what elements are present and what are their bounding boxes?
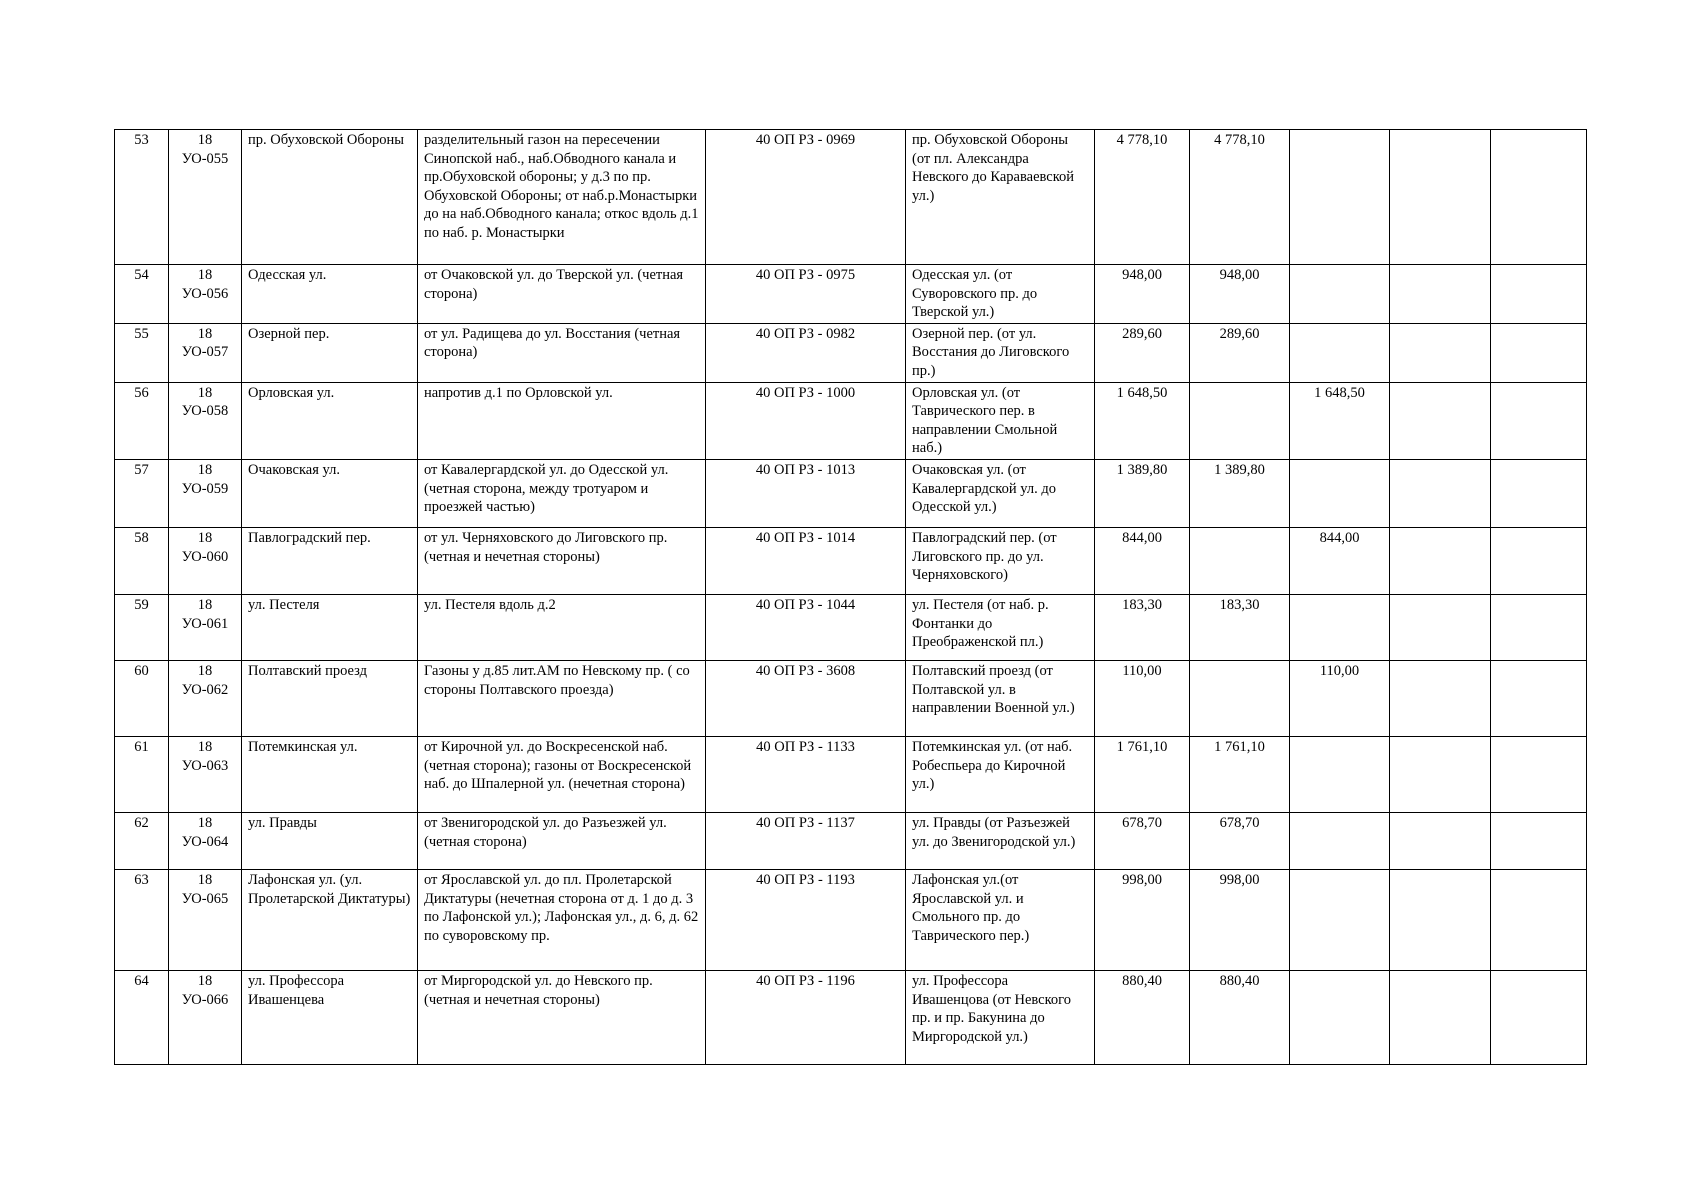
area-b xyxy=(1290,812,1390,869)
row-number: 60 xyxy=(115,660,169,736)
road-name: Очаковская ул. (от Кавалергардской ул. до Одесской ул.) xyxy=(906,459,1095,527)
data-table xyxy=(114,129,1587,1065)
road-id: 40 ОП РЗ - 1133 xyxy=(706,736,906,812)
row-number: 55 xyxy=(115,323,169,382)
area-d xyxy=(1491,812,1587,869)
area-a: 289,60 xyxy=(1190,323,1290,382)
object-code: 18 УО-055 xyxy=(169,130,242,265)
area-c xyxy=(1390,527,1491,594)
object-code: 18 УО-063 xyxy=(169,736,242,812)
area-c xyxy=(1390,130,1491,265)
street-name: Одесская ул. xyxy=(242,265,418,324)
area-d xyxy=(1491,265,1587,324)
area-d xyxy=(1491,130,1587,265)
area-a: 1 761,10 xyxy=(1190,736,1290,812)
road-name: Лафонская ул.(от Ярославской ул. и Смольного пр. до Таврического пер.) xyxy=(906,869,1095,970)
area-total: 678,70 xyxy=(1095,812,1190,869)
area-b xyxy=(1290,594,1390,660)
object-code: 18 УО-066 xyxy=(169,970,242,1064)
area-a: 880,40 xyxy=(1190,970,1290,1064)
road-id: 40 ОП РЗ - 1000 xyxy=(706,382,906,459)
area-c xyxy=(1390,459,1491,527)
area-b xyxy=(1290,130,1390,265)
area-a: 1 389,80 xyxy=(1190,459,1290,527)
area-d xyxy=(1491,869,1587,970)
road-id: 40 ОП РЗ - 1137 xyxy=(706,812,906,869)
road-id: 40 ОП РЗ - 1013 xyxy=(706,459,906,527)
area-a: 998,00 xyxy=(1190,869,1290,970)
area-d xyxy=(1491,970,1587,1064)
area-b xyxy=(1290,459,1390,527)
object-code: 18 УО-056 xyxy=(169,265,242,324)
table-row xyxy=(115,382,1587,459)
street-name: Очаковская ул. xyxy=(242,459,418,527)
row-number: 53 xyxy=(115,130,169,265)
object-code: 18 УО-065 xyxy=(169,869,242,970)
area-b: 110,00 xyxy=(1290,660,1390,736)
object-code: 18 УО-062 xyxy=(169,660,242,736)
table-row xyxy=(115,736,1587,812)
area-total: 948,00 xyxy=(1095,265,1190,324)
area-b xyxy=(1290,323,1390,382)
area-total: 1 761,10 xyxy=(1095,736,1190,812)
area-total: 880,40 xyxy=(1095,970,1190,1064)
road-name: пр. Обуховской Обороны (от пл. Александра Невского до Караваевской ул.) xyxy=(906,130,1095,265)
row-number: 58 xyxy=(115,527,169,594)
row-number: 57 xyxy=(115,459,169,527)
street-name: ул. Пестеля xyxy=(242,594,418,660)
area-a xyxy=(1190,527,1290,594)
object-code: 18 УО-064 xyxy=(169,812,242,869)
road-name: Озерной пер. (от ул. Восстания до Лиговского пр.) xyxy=(906,323,1095,382)
table-row xyxy=(115,265,1587,324)
area-c xyxy=(1390,869,1491,970)
road-id: 40 ОП РЗ - 1196 xyxy=(706,970,906,1064)
road-id: 40 ОП РЗ - 0969 xyxy=(706,130,906,265)
street-name: Потемкинская ул. xyxy=(242,736,418,812)
area-a: 678,70 xyxy=(1190,812,1290,869)
table-row xyxy=(115,323,1587,382)
area-total: 1 389,80 xyxy=(1095,459,1190,527)
row-number: 54 xyxy=(115,265,169,324)
table-row xyxy=(115,527,1587,594)
location-description: ул. Пестеля вдоль д.2 xyxy=(418,594,706,660)
location-description: от Миргородской ул. до Невского пр. (четная и нечетная стороны) xyxy=(418,970,706,1064)
area-c xyxy=(1390,812,1491,869)
road-name: ул. Пестеля (от наб. р. Фонтанки до Преображенской пл.) xyxy=(906,594,1095,660)
road-name: Павлоградский пер. (от Лиговского пр. до ул. Черняховского) xyxy=(906,527,1095,594)
location-description: напротив д.1 по Орловской ул. xyxy=(418,382,706,459)
area-a: 948,00 xyxy=(1190,265,1290,324)
road-id: 40 ОП РЗ - 0975 xyxy=(706,265,906,324)
area-d xyxy=(1491,323,1587,382)
area-a xyxy=(1190,382,1290,459)
area-a: 4 778,10 xyxy=(1190,130,1290,265)
table-row xyxy=(115,130,1587,265)
table-row xyxy=(115,594,1587,660)
location-description: от Звенигородской ул. до Разъезжей ул. (четная сторона) xyxy=(418,812,706,869)
area-b xyxy=(1290,265,1390,324)
area-c xyxy=(1390,265,1491,324)
table-row xyxy=(115,869,1587,970)
road-id: 40 ОП РЗ - 0982 xyxy=(706,323,906,382)
table-row xyxy=(115,459,1587,527)
row-number: 56 xyxy=(115,382,169,459)
area-d xyxy=(1491,459,1587,527)
area-c xyxy=(1390,736,1491,812)
row-number: 63 xyxy=(115,869,169,970)
row-number: 64 xyxy=(115,970,169,1064)
area-d xyxy=(1491,660,1587,736)
area-c xyxy=(1390,382,1491,459)
road-name: ул. Профессора Ивашенцова (от Невского пр. и пр. Бакунина до Миргородской ул.) xyxy=(906,970,1095,1064)
area-total: 1 648,50 xyxy=(1095,382,1190,459)
object-code: 18 УО-058 xyxy=(169,382,242,459)
street-name: Лафонская ул. (ул. Пролетарской Диктатуры) xyxy=(242,869,418,970)
location-description: от Ярославской ул. до пл. Пролетарской Диктатуры (нечетная сторона от д. 1 до д. 3 по Лафонской ул.); Лафонская ул., д. 6, д. 62 по суворовскому пр. xyxy=(418,869,706,970)
area-d xyxy=(1491,382,1587,459)
street-name: Озерной пер. xyxy=(242,323,418,382)
location-description: от ул. Радищева до ул. Восстания (четная сторона) xyxy=(418,323,706,382)
object-code: 18 УО-057 xyxy=(169,323,242,382)
area-total: 289,60 xyxy=(1095,323,1190,382)
area-b: 844,00 xyxy=(1290,527,1390,594)
street-name: Орловская ул. xyxy=(242,382,418,459)
area-a: 183,30 xyxy=(1190,594,1290,660)
area-total: 110,00 xyxy=(1095,660,1190,736)
area-d xyxy=(1491,736,1587,812)
table-row xyxy=(115,970,1587,1064)
location-description: от ул. Черняховского до Лиговского пр. (четная и нечетная стороны) xyxy=(418,527,706,594)
table-row xyxy=(115,812,1587,869)
street-name: Полтавский проезд xyxy=(242,660,418,736)
table-row xyxy=(115,660,1587,736)
street-name: пр. Обуховской Обороны xyxy=(242,130,418,265)
area-c xyxy=(1390,594,1491,660)
location-description: разделительный газон на пересечении Синопской наб., наб.Обводного канала и пр.Обуховской обороны; у д.3 по пр. Обуховской Обороны; от наб.р.Монастырки до на наб.Обводного канала; откос вдоль д.1 по наб. р. Монастырки xyxy=(418,130,706,265)
road-id: 40 ОП РЗ - 3608 xyxy=(706,660,906,736)
area-total: 844,00 xyxy=(1095,527,1190,594)
location-description: Газоны у д.85 лит.АМ по Невскому пр. ( со стороны Полтавского проезда) xyxy=(418,660,706,736)
area-b: 1 648,50 xyxy=(1290,382,1390,459)
object-code: 18 УО-060 xyxy=(169,527,242,594)
area-d xyxy=(1491,527,1587,594)
road-id: 40 ОП РЗ - 1014 xyxy=(706,527,906,594)
road-name: Орловская ул. (от Таврического пер. в направлении Смольной наб.) xyxy=(906,382,1095,459)
area-c xyxy=(1390,660,1491,736)
object-code: 18 УО-061 xyxy=(169,594,242,660)
road-name: Потемкинская ул. (от наб. Робеспьера до Кирочной ул.) xyxy=(906,736,1095,812)
area-a xyxy=(1190,660,1290,736)
road-name: Одесская ул. (от Суворовского пр. до Тверской ул.) xyxy=(906,265,1095,324)
area-b xyxy=(1290,736,1390,812)
location-description: от Очаковской ул. до Тверской ул. (четная сторона) xyxy=(418,265,706,324)
street-name: ул. Профессора Ивашенцева xyxy=(242,970,418,1064)
row-number: 61 xyxy=(115,736,169,812)
object-code: 18 УО-059 xyxy=(169,459,242,527)
road-id: 40 ОП РЗ - 1044 xyxy=(706,594,906,660)
area-total: 183,30 xyxy=(1095,594,1190,660)
road-name: ул. Правды (от Разъезжей ул. до Звенигородской ул.) xyxy=(906,812,1095,869)
area-d xyxy=(1491,594,1587,660)
area-c xyxy=(1390,323,1491,382)
row-number: 59 xyxy=(115,594,169,660)
street-name: ул. Правды xyxy=(242,812,418,869)
area-total: 998,00 xyxy=(1095,869,1190,970)
area-b xyxy=(1290,970,1390,1064)
location-description: от Кирочной ул. до Воскресенской наб. (четная сторона); газоны от Воскресенской наб. до Шпалерной ул. (нечетная сторона) xyxy=(418,736,706,812)
area-c xyxy=(1390,970,1491,1064)
area-b xyxy=(1290,869,1390,970)
street-name: Павлоградский пер. xyxy=(242,527,418,594)
location-description: от Кавалергардской ул. до Одесской ул. (четная сторона, между тротуаром и проезжей частью) xyxy=(418,459,706,527)
row-number: 62 xyxy=(115,812,169,869)
area-total: 4 778,10 xyxy=(1095,130,1190,265)
road-id: 40 ОП РЗ - 1193 xyxy=(706,869,906,970)
road-name: Полтавский проезд (от Полтавской ул. в направлении Военной ул.) xyxy=(906,660,1095,736)
